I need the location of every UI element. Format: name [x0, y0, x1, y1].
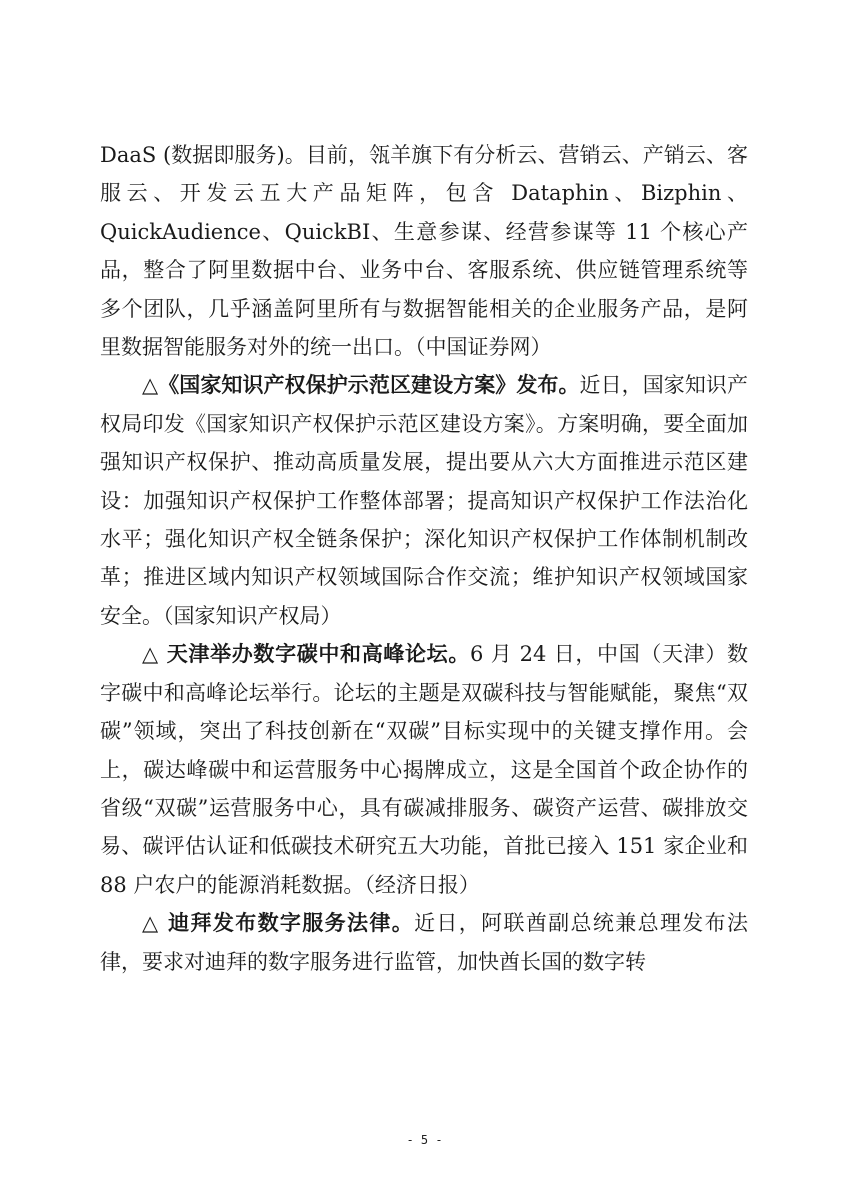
paragraph-tianjin-forum	[100, 635, 748, 904]
page-number: - 5 -	[406, 1133, 443, 1147]
paragraph-body: 近日，阿联酋副总统兼总理发布法律，要求对迪拜的数字服务进行监管，加快酋长国的数字转	[100, 911, 749, 974]
paragraph-body: 6 月 24 日，中国（天津）数字碳中和高峰论坛举行。论坛的主题是双碳科技与智能赋能，聚焦“双碳”领域，突出了科技创新在“双碳”目标实现中的关键支撑作用。会上，碳达峰碳中和运营服务中心揭牌成立，这是全国首个政企协作的省级“双碳”运营服务中心，具有碳减排服务、碳资产运营、碳排放交易、碳评估认证和低碳技术研究五大功能，首批已接入 151 家企业和 88 户农户的能源消耗数据。（经济日报）	[100, 642, 749, 897]
paragraph-body: 近日，国家知识产权局印发《国家知识产权保护示范区建设方案》。方案明确，要全面加强知识产权保护、推动高质量发展，提出要从六大方面推进示范区建设：加强知识产权保护工作整体部署；提高知识产权保护工作法治化水平；强化知识产权全链条保护；深化知识产权保护工作体制机制改革；推进区域内知识产权领域国际合作交流；维护知识产权领域国家安全。（国家知识产权局）	[100, 373, 748, 628]
paragraph-alibaba-lingyang	[100, 136, 748, 366]
paragraph-ip-protection-plan	[100, 366, 748, 635]
body-text	[100, 136, 748, 981]
paragraph-heading: △《国家知识产权保护示范区建设方案》发布。	[142, 373, 580, 398]
paragraph-dubai-law	[100, 904, 748, 981]
paragraph-body: DaaS (数据即服务)。目前，瓴羊旗下有分析云、营销云、产销云、客服云、开发云五大产品矩阵，包含 Dataphin、Bizphin、QuickAudience、QuickBI、生意参谋、经营参谋等 11 个核心产品，整合了阿里数据中台、业务中台、客服系统、供应链管理系统等多个团队，几乎涵盖阿里所有与数据智能相关的企业服务产品，是阿里数据智能服务对外的统一出口。（中国证券网）	[100, 143, 748, 360]
paragraph-heading: △ 天津举办数字碳中和高峰论坛。	[142, 642, 470, 667]
paragraph-heading: △ 迪拜发布数字服务法律。	[142, 911, 415, 936]
